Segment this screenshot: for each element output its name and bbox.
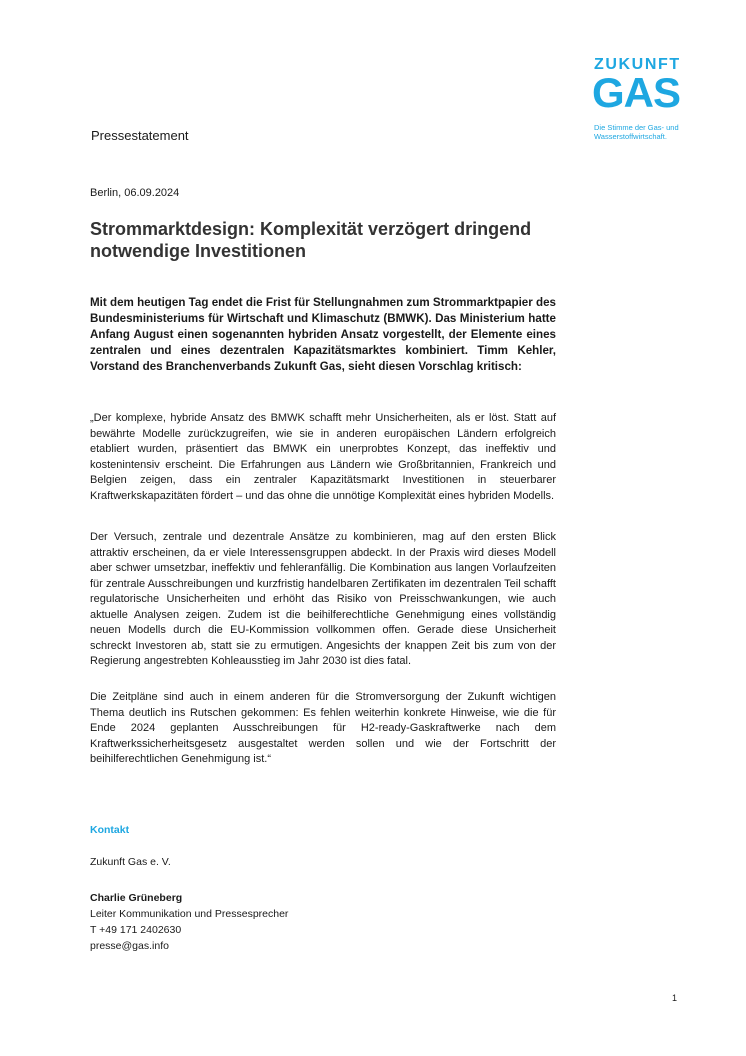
contact-role: Leiter Kommunikation und Pressesprecher — [90, 908, 289, 920]
logo-tagline-2: Wasserstoffwirtschaft. — [594, 132, 667, 141]
contact-person — [90, 890, 288, 954]
document-date: Berlin, 06.09.2024 — [90, 187, 180, 199]
logo-tagline — [594, 123, 704, 141]
quote-paragraph-2: Der Versuch, zentrale und dezentrale Ansätze zu kombinieren, mag auf den ersten Blick attraktiv erscheinen, da er viele Interessensgruppen abdeckt. In der Praxis wird dieses Modell aber schwer umsetzbar, ineffektiv und fehleranfällig. Die Kombination aus langen Vorlaufzeiten für zentrale Ausschreibungen und kurzfristig handelbaren Zertifikaten im dezentralen Teil schafft regulatorische Unsicherheiten und erhöht das Risiko von Preisschwankungen, wie auch aktuelle Analysen zeigen. Zudem ist die beihilferechtliche Genehmigung eines vollständig neuen Modells durch die EU-Kommission vollkommen offen. Gerade diese Unsicherheit schreckt Investoren ab, statt sie zu ermutigen. Angesichts der knappen Zeit bis zum von der Regierung angestrebten Kohleausstieg im Jahr 2030 ist dies fatal. — [90, 531, 556, 667]
contact-phone: T +49 171 2402630 — [90, 924, 182, 936]
document-type: Pressestatement — [91, 128, 189, 143]
headline: Strommarktdesign: Komplexität verzögert dringend notwendige Investitionen — [90, 219, 532, 261]
lead-paragraph: Mit dem heutigen Tag endet die Frist für Stellungnahmen zum Strommarktpapier des Bundesministeriums für Wirtschaft und Klimaschutz (BMWK). Das Ministerium hatte Anfang August einen sogenannten hybriden Ansatz vorgestellt, der Elemente eines zentralen und eines dezentralen Kapazitätsmarktes kombiniert. Timm Kehler, Vorstand des Branchenverbands Zukunft Gas, sieht diesen Vorschlag kritisch: — [90, 296, 556, 373]
quote-paragraph-3: Die Zeitpläne sind auch in einem anderen für die Stromversorgung der Zukunft wichtigen Thema deutlich ins Rutschen gekommen: Es fehlen weiterhin konkrete Hinweise, wie die für Ende 2024 geplanten Ausschreibungen für H2-ready-Gaskraftwerke nach dem Kraftwerkssicherheitsgesetz ausgestaltet werden sollen und wie der Fortschritt der beihilferechtlichen Genehmigung ist.“ — [90, 691, 556, 765]
quote-paragraph-1: „Der komplexe, hybride Ansatz des BMWK schafft mehr Unsicherheiten, als er löst. Statt auf bewährte Modelle zurückzugreifen, wie sie in anderen europäischen Ländern erfolgreich etabliert wurden, präsentiert das BMWK ein unerprobtes Konzept, das ineffektiv und kostenintensiv erscheint. Die Erfahrungen aus Ländern wie Großbritannien, Frankreich und Belgien zeigen, dass ein zentraler Kapazitätsmarkt Investitionen in steuerbarer Kraftwerkskapazitäten fördert – und das ohne die unnötige Komplexität eines hybriden Modells. — [90, 412, 556, 502]
logo-tagline-1: Die Stimme der Gas- und — [594, 123, 679, 132]
contact-heading: Kontakt — [90, 824, 130, 836]
zukunft-gas-logo — [592, 56, 702, 146]
logo-line2: GAS — [592, 69, 681, 116]
contact-name: Charlie Grüneberg — [90, 892, 183, 904]
page-number: 1 — [672, 993, 678, 1003]
logo-line1: ZUKUNFT — [594, 56, 681, 73]
contact-email: presse@gas.info — [90, 940, 169, 952]
contact-organization: Zukunft Gas e. V. — [90, 856, 171, 868]
